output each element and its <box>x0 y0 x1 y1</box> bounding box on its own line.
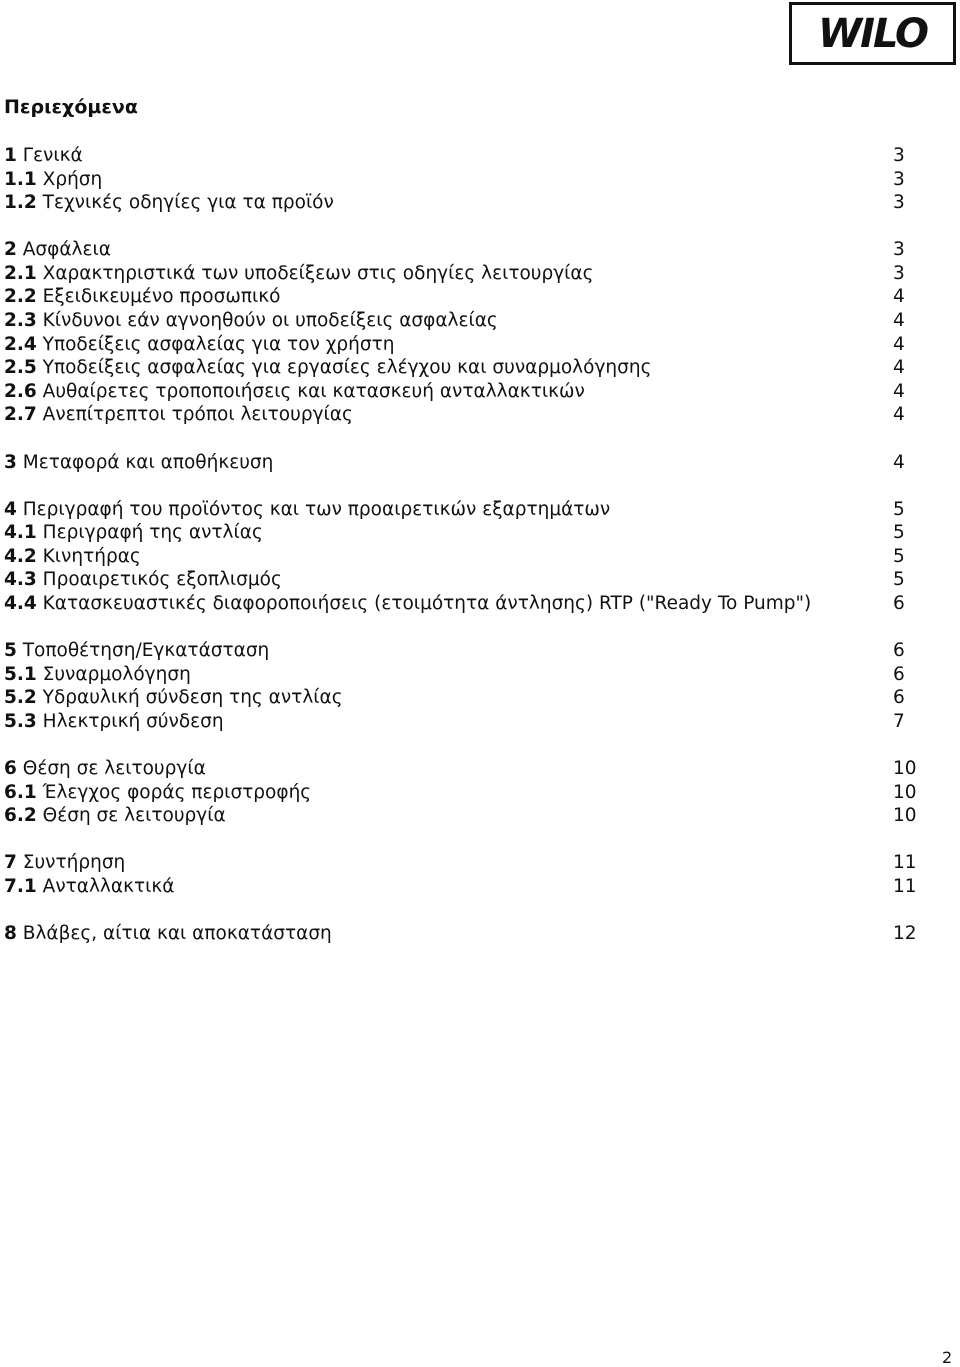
toc-entry-page: 3 <box>893 262 905 284</box>
toc-entry-page: 7 <box>893 710 905 732</box>
toc-entry-label: Υδραυλική σύνδεση της αντλίας <box>36 687 343 709</box>
toc-entry[interactable] <box>4 498 920 522</box>
toc-entry[interactable] <box>4 781 920 805</box>
toc-entry-page: 3 <box>893 192 905 214</box>
toc-entry[interactable] <box>4 238 920 262</box>
toc-entry-number: 2.6 <box>4 380 37 402</box>
toc-entry-label: Γενικά <box>16 145 83 166</box>
toc-entry-label: Μεταφορά και αποθήκευση <box>16 451 274 473</box>
toc-entry[interactable] <box>4 521 920 545</box>
toc-entry[interactable] <box>4 309 920 333</box>
toc-entry[interactable] <box>4 168 920 192</box>
toc-entry-label: Ασφάλεια <box>16 239 111 261</box>
toc-entry[interactable] <box>4 568 920 592</box>
toc-entry-label: Κατασκευαστικές διαφοροποιήσεις (ετοιμότητα άντλησης) RTP ("Ready To Pump") <box>36 593 812 614</box>
toc-section-group <box>4 922 920 946</box>
toc-entry[interactable] <box>4 851 920 875</box>
toc-entry-number: 1 <box>4 145 17 166</box>
toc-entry-label: Υποδείξεις ασφαλείας για τον χρήστη <box>36 333 395 355</box>
toc-entry-page: 6 <box>893 593 905 614</box>
toc-entry-page: 5 <box>893 498 905 520</box>
toc-entry-number: 6.2 <box>4 805 37 827</box>
toc-entry-page: 10 <box>893 781 917 803</box>
toc-entry-label: Ηλεκτρική σύνδεση <box>36 710 224 732</box>
toc-entry-label: Τοποθέτηση/Εγκατάσταση <box>16 640 270 662</box>
toc-section-group <box>4 757 920 828</box>
toc-entry-number: 4.3 <box>4 569 37 591</box>
wilo-logo-text: WILO <box>817 10 928 57</box>
toc-entry-page: 3 <box>893 168 905 190</box>
toc-entry[interactable] <box>4 451 920 475</box>
toc-entry[interactable] <box>4 380 920 404</box>
toc-entry-number: 4.2 <box>4 545 37 567</box>
toc-entry-number: 3 <box>4 451 17 473</box>
toc-entry-page: 3 <box>893 239 905 261</box>
toc-entry[interactable] <box>4 144 920 168</box>
toc-entry[interactable] <box>4 922 920 946</box>
toc-entry-label: Αυθαίρετες τροποποιήσεις και κατασκευή ανταλλακτικών <box>36 380 585 402</box>
toc-entry-page: 4 <box>893 333 905 355</box>
page-number: 2 <box>942 1348 953 1367</box>
toc-entry-page: 6 <box>893 687 905 709</box>
toc-entry[interactable] <box>4 545 920 569</box>
toc-entry-page: 5 <box>893 545 905 567</box>
toc-entry-number: 2.7 <box>4 404 37 426</box>
toc-entry[interactable] <box>4 710 920 734</box>
toc-entry-label: Προαιρετικός εξοπλισμός <box>36 569 282 591</box>
toc-entry-page: 4 <box>893 357 905 379</box>
toc-entry[interactable] <box>4 592 920 616</box>
toc-entry-page: 4 <box>893 286 905 308</box>
toc-entry-page: 5 <box>893 569 905 591</box>
toc-entry-number: 2.2 <box>4 286 37 308</box>
toc-entry[interactable] <box>4 403 920 427</box>
toc-entry[interactable] <box>4 262 920 286</box>
toc-entry-number: 5.1 <box>4 663 37 685</box>
toc-entry-page: 11 <box>893 875 917 897</box>
toc-entry-label: Υποδείξεις ασφαλείας για εργασίες ελέγχου και συναρμολόγησης <box>36 357 652 379</box>
toc-entry-number: 5.3 <box>4 710 37 732</box>
toc-entry-page: 4 <box>893 310 905 332</box>
toc-entry-number: 1.2 <box>4 192 37 214</box>
toc-entry-page: 5 <box>893 522 905 544</box>
toc-entry-number: 4 <box>4 498 17 520</box>
toc-entry-number: 7.1 <box>4 875 37 897</box>
toc-entry[interactable] <box>4 757 920 781</box>
toc-entry-label: Ανεπίτρεπτοι τρόποι λειτουργίας <box>36 404 353 426</box>
toc-entry[interactable] <box>4 804 920 828</box>
toc-entry-label: Έλεγχος φοράς περιστροφής <box>36 781 312 803</box>
toc-entry-page: 12 <box>893 922 917 944</box>
toc-entry-label: Χαρακτηριστικά των υποδείξεων στις οδηγίες λειτουργίας <box>36 262 594 284</box>
toc-entry-page: 6 <box>893 640 905 662</box>
toc-entry-label: Κινητήρας <box>36 545 141 567</box>
toc-entry-label: Συναρμολόγηση <box>36 663 191 685</box>
toc-entry[interactable] <box>4 639 920 663</box>
toc-entry[interactable] <box>4 686 920 710</box>
toc-section-group <box>4 498 920 616</box>
toc-entry-label: Κίνδυνοι εάν αγνοηθούν οι υποδείξεις ασφαλείας <box>36 310 498 332</box>
toc-entry-label: Θέση σε λειτουργία <box>36 805 226 827</box>
toc-entry[interactable] <box>4 356 920 380</box>
toc-entry-page: 4 <box>893 380 905 402</box>
toc-entry-number: 6.1 <box>4 781 37 803</box>
toc-entry-label: Ανταλλακτικά <box>36 875 175 897</box>
toc-entry-number: 5.2 <box>4 687 37 709</box>
toc-entry-page: 6 <box>893 663 905 685</box>
toc-entry-label: Περιγραφή της αντλίας <box>36 522 263 544</box>
toc-entry[interactable] <box>4 333 920 357</box>
toc-entry-page: 10 <box>893 805 917 827</box>
toc-entry-page: 4 <box>893 404 905 426</box>
toc-entry[interactable] <box>4 663 920 687</box>
toc-entry-label: Θέση σε λειτουργία <box>16 757 206 779</box>
toc-entry-number: 1.1 <box>4 168 37 190</box>
toc-entry-page: 10 <box>893 757 917 779</box>
toc-entry-number: 5 <box>4 640 17 662</box>
toc-entry-number: 8 <box>4 922 17 944</box>
toc-entry-number: 4.1 <box>4 522 37 544</box>
toc-section-group <box>4 851 920 898</box>
toc-entry-number: 4.4 <box>4 593 37 614</box>
toc-entry-number: 2.3 <box>4 310 37 332</box>
toc-entry-number: 2.5 <box>4 357 37 379</box>
toc-entry[interactable] <box>4 191 920 215</box>
toc-entry-page: 3 <box>893 145 905 166</box>
wilo-logo <box>789 2 956 65</box>
toc-entry-number: 2.4 <box>4 333 37 355</box>
toc-entry-label: Τεχνικές οδηγίες για τα προϊόν <box>36 192 334 214</box>
toc-entry-page: 4 <box>893 451 905 473</box>
toc-section-group <box>4 451 920 475</box>
toc-entry[interactable] <box>4 875 920 899</box>
toc-title: Περιεχόμενα <box>4 96 138 118</box>
toc-entry-label: Περιγραφή του προϊόντος και των προαιρετικών εξαρτημάτων <box>16 498 611 520</box>
toc-section-group <box>4 238 920 427</box>
table-of-contents <box>4 144 920 969</box>
toc-entry-label: Συντήρηση <box>16 852 126 874</box>
toc-entry-number: 2 <box>4 239 17 261</box>
toc-entry-label: Βλάβες, αίτια και αποκατάσταση <box>16 922 332 944</box>
toc-entry-number: 7 <box>4 852 17 874</box>
toc-entry-label: Εξειδικευμένο προσωπικό <box>36 286 281 308</box>
toc-entry-page: 11 <box>893 852 917 874</box>
toc-entry-label: Χρήση <box>36 168 103 190</box>
toc-entry[interactable] <box>4 285 920 309</box>
toc-section-group <box>4 144 920 215</box>
toc-section-group <box>4 639 920 733</box>
toc-entry-number: 6 <box>4 757 17 779</box>
toc-entry-number: 2.1 <box>4 262 37 284</box>
